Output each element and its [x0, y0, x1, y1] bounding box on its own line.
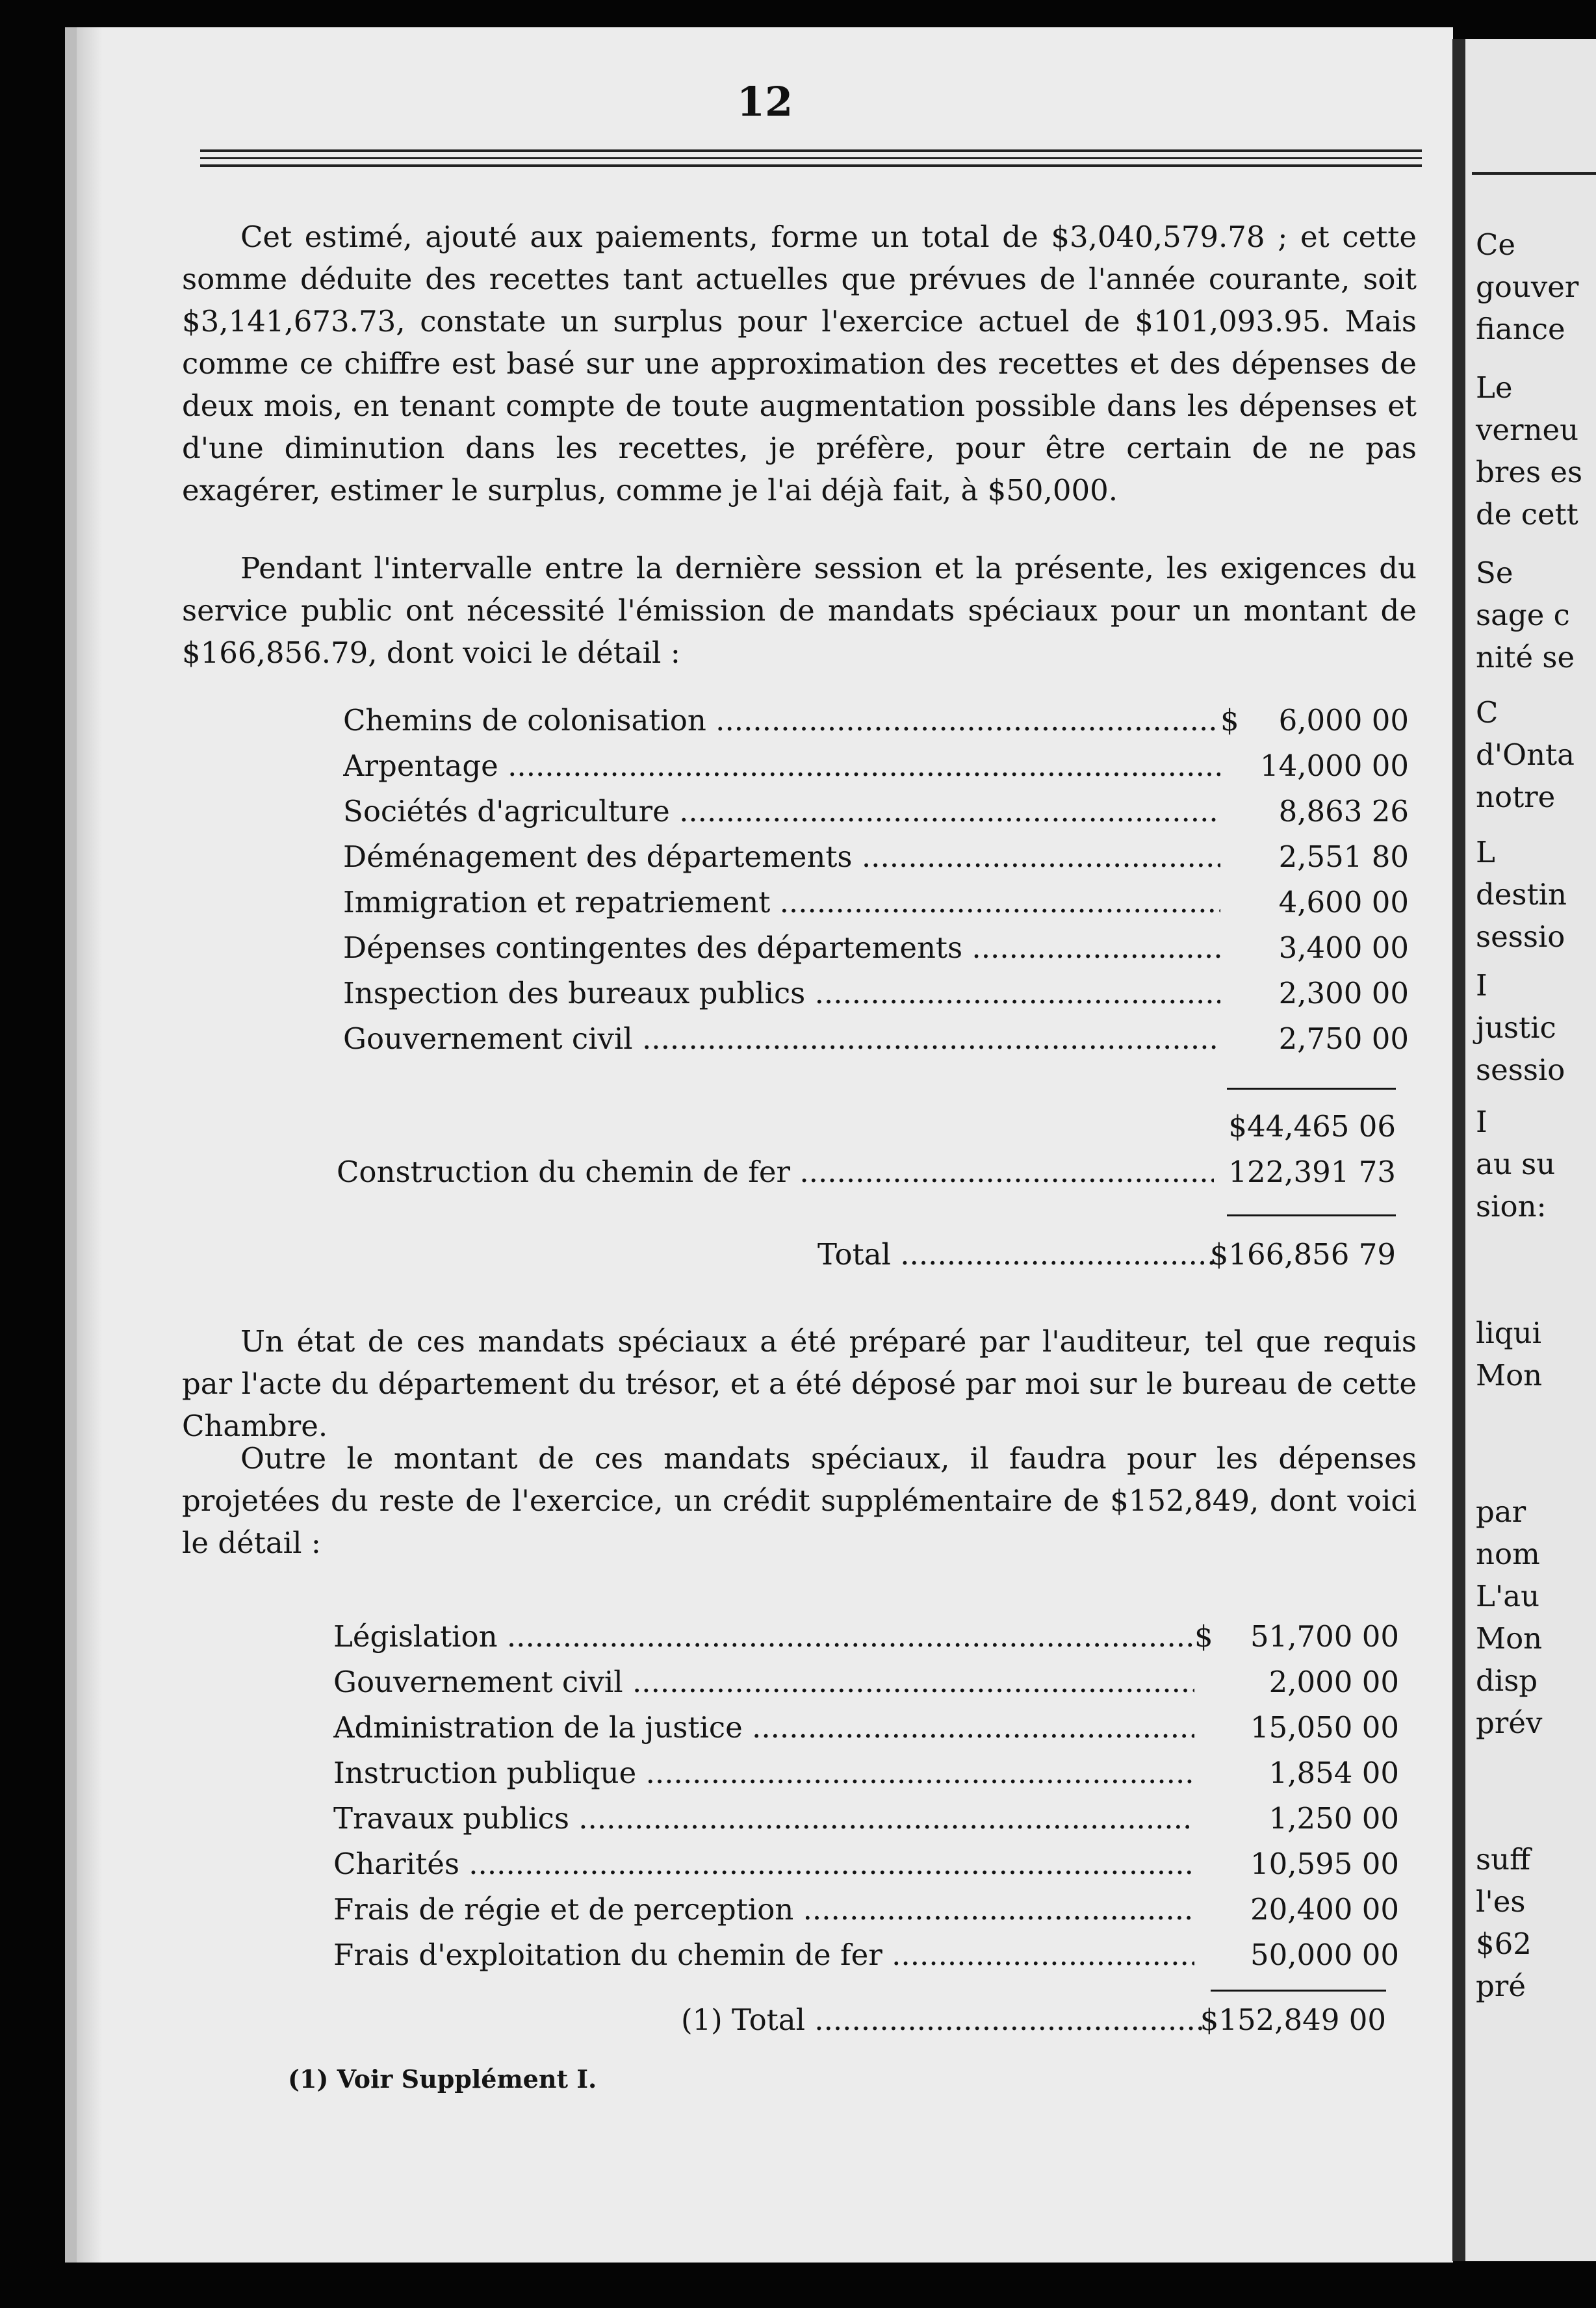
table-row	[333, 1756, 1399, 1801]
table-row	[343, 794, 1409, 840]
total-label: Total .....	[817, 1237, 1217, 1272]
text-fragment: prév	[1476, 1706, 1543, 1740]
row-currency: $	[1220, 703, 1239, 737]
row-label: Gouvernement civil .....	[333, 1665, 1194, 1699]
row-label: Instruction publique .....	[333, 1756, 1194, 1790]
supplementary-credit-table	[333, 1619, 1399, 1983]
row-label: Gouvernement civil .....	[343, 1021, 1220, 1056]
text-fragment: I	[1476, 1105, 1487, 1139]
row-amount: 3,400 00	[1278, 930, 1409, 965]
row-label: Sociétés d'agriculture .....	[343, 794, 1220, 828]
row-label: Frais de régie et de perception .....	[333, 1892, 1194, 1927]
adjacent-page-edge	[1452, 39, 1596, 2261]
row-amount: 15,050 00	[1250, 1710, 1399, 1745]
row-amount: 2,000 00	[1268, 1665, 1399, 1699]
row-amount: 20,400 00	[1250, 1892, 1399, 1927]
row-amount: 2,750 00	[1278, 1021, 1409, 1056]
text-fragment: au su	[1476, 1147, 1556, 1181]
text-fragment: liqui	[1476, 1316, 1541, 1350]
paragraph-supplementary-credit	[182, 1437, 1417, 1564]
row-label: Législation .....	[333, 1619, 1194, 1654]
text-fragment: l'es	[1476, 1884, 1526, 1919]
text-fragment: de cett	[1476, 497, 1578, 532]
row-label: Immigration et repatriement .....	[343, 885, 1220, 919]
total-label: (1) Total .....	[681, 2003, 1207, 2037]
row-amount: 1,854 00	[1268, 1756, 1399, 1790]
text-fragment: sion:	[1476, 1189, 1547, 1224]
row-label: Dépenses contingentes des départements .....	[343, 930, 1220, 965]
paragraph-text: Outre le montant de ces mandats spéciaux, il faudra pour les dépenses projetées du reste de l'exercice, un crédit supplémentaire de $152,849, dont voici le détail :	[182, 1441, 1417, 1560]
table-row	[333, 1619, 1399, 1665]
paragraph-auditor-statement	[182, 1320, 1417, 1447]
text-fragment: Ce	[1476, 227, 1516, 262]
table-row	[333, 1710, 1399, 1756]
table-row	[333, 1892, 1399, 1938]
table-row	[333, 1665, 1399, 1710]
text-fragment: sessio	[1476, 919, 1565, 954]
row-amount: 51,700 00	[1250, 1619, 1399, 1654]
header-rule	[200, 164, 1422, 167]
table-row	[343, 749, 1409, 794]
railway-amount: 122,391 73	[1228, 1155, 1396, 1189]
sum-rule	[1211, 1990, 1386, 1992]
sum-rule	[1227, 1088, 1396, 1090]
paragraph-surplus	[182, 216, 1417, 511]
text-fragment: notre	[1476, 780, 1556, 814]
table-row	[333, 1801, 1399, 1847]
table-row	[343, 976, 1409, 1021]
row-amount: 8,863 26	[1278, 794, 1409, 828]
subtotal-amount: $44,465 06	[1228, 1109, 1396, 1144]
text-fragment: Se	[1476, 556, 1513, 590]
text-fragment: pré	[1476, 1969, 1526, 2003]
text-fragment: Le	[1476, 370, 1513, 405]
header-rule	[200, 149, 1422, 152]
total-amount: $166,856 79	[1209, 1237, 1396, 1272]
row-label: Inspection des bureaux publics .....	[343, 976, 1220, 1010]
text-fragment: verneu	[1476, 413, 1579, 447]
row-amount: 4,600 00	[1278, 885, 1409, 919]
document-page	[65, 27, 1453, 2263]
sum-rule	[1227, 1214, 1396, 1216]
row-amount: 14,000 00	[1259, 749, 1409, 783]
row-label: Charités .....	[333, 1847, 1194, 1881]
table-row	[333, 1847, 1399, 1892]
header-rule	[200, 157, 1422, 159]
text-fragment: bres es	[1476, 455, 1583, 489]
special-warrants-table	[343, 703, 1409, 1067]
text-fragment: d'Onta	[1476, 737, 1575, 772]
text-fragment: suff	[1476, 1842, 1531, 1877]
text-fragment: L'au	[1476, 1579, 1540, 1613]
row-amount: 10,595 00	[1250, 1847, 1399, 1881]
row-amount: 6,000 00	[1278, 703, 1409, 737]
row-currency: $	[1194, 1619, 1213, 1654]
row-amount: 2,551 80	[1278, 840, 1409, 874]
total-amount: $152,849 00	[1200, 2003, 1386, 2037]
text-fragment: par	[1476, 1494, 1526, 1529]
text-fragment: nité se	[1476, 640, 1575, 674]
paragraph-special-warrants	[182, 547, 1417, 674]
table-row	[333, 1938, 1399, 1983]
table-row	[343, 703, 1409, 749]
page-number: 12	[736, 78, 793, 125]
paragraph-text: Un état de ces mandats spéciaux a été préparé par l'auditeur, tel que requis par l'acte du département du trésor, et a été déposé par moi sur le bureau de cette Chambre.	[182, 1324, 1417, 1443]
row-amount: 1,250 00	[1268, 1801, 1399, 1836]
text-fragment: sessio	[1476, 1053, 1565, 1087]
paragraph-text: Cet estimé, ajouté aux paiements, forme un total de $3,040,579.78 ; et cette somme déduite des recettes tant actuelles que prévues de l'année courante, soit $3,141,673.73, constate un surplus pour l'exercice actuel de $101,093.95. Mais comme ce chiffre est basé sur une approximation des recettes et des dépenses de deux mois, en tenant compte de toute augmentation possible dans les dépenses et d'une diminution dans les recettes, je préfère, pour être certain de ne pas exagérer, estimer le surplus, comme je l'ai déjà fait, à $50,000.	[182, 220, 1417, 507]
table-row	[343, 885, 1409, 930]
row-amount: 50,000 00	[1250, 1938, 1399, 1972]
row-label: Déménagement des départements .....	[343, 840, 1220, 874]
header-rule	[1472, 172, 1596, 175]
text-fragment: Mon	[1476, 1358, 1543, 1392]
railway-label: Construction du chemin de fer .....	[337, 1155, 1214, 1189]
text-fragment: justic	[1476, 1010, 1556, 1045]
table-row	[343, 1021, 1409, 1067]
text-fragment: C	[1476, 695, 1499, 730]
text-fragment: sage c	[1476, 598, 1570, 632]
row-label: Chemins de colonisation .....	[343, 703, 1220, 737]
text-fragment: nom	[1476, 1537, 1540, 1571]
table-row	[343, 930, 1409, 976]
text-fragment: L	[1476, 835, 1495, 869]
text-fragment: destin	[1476, 877, 1567, 912]
footnote: (1) Voir Supplément I.	[288, 2064, 597, 2094]
row-label: Frais d'exploitation du chemin de fer .....	[333, 1938, 1194, 1972]
table-row	[343, 840, 1409, 885]
text-fragment: gouver	[1476, 270, 1579, 304]
paragraph-text: Pendant l'intervalle entre la dernière session et la présente, les exigences du service public ont nécessité l'émission de mandats spéciaux pour un montant de $166,856.79, dont voici le détail :	[182, 551, 1417, 670]
row-label: Administration de la justice .....	[333, 1710, 1194, 1745]
row-label: Arpentage .....	[343, 749, 1220, 783]
text-fragment: fiance	[1476, 312, 1565, 346]
row-amount: 2,300 00	[1278, 976, 1409, 1010]
text-fragment: $62	[1476, 1927, 1532, 1961]
row-label: Travaux publics .....	[333, 1801, 1194, 1836]
text-fragment: I	[1476, 968, 1487, 1003]
text-fragment: Mon	[1476, 1621, 1543, 1656]
text-fragment: disp	[1476, 1663, 1538, 1698]
